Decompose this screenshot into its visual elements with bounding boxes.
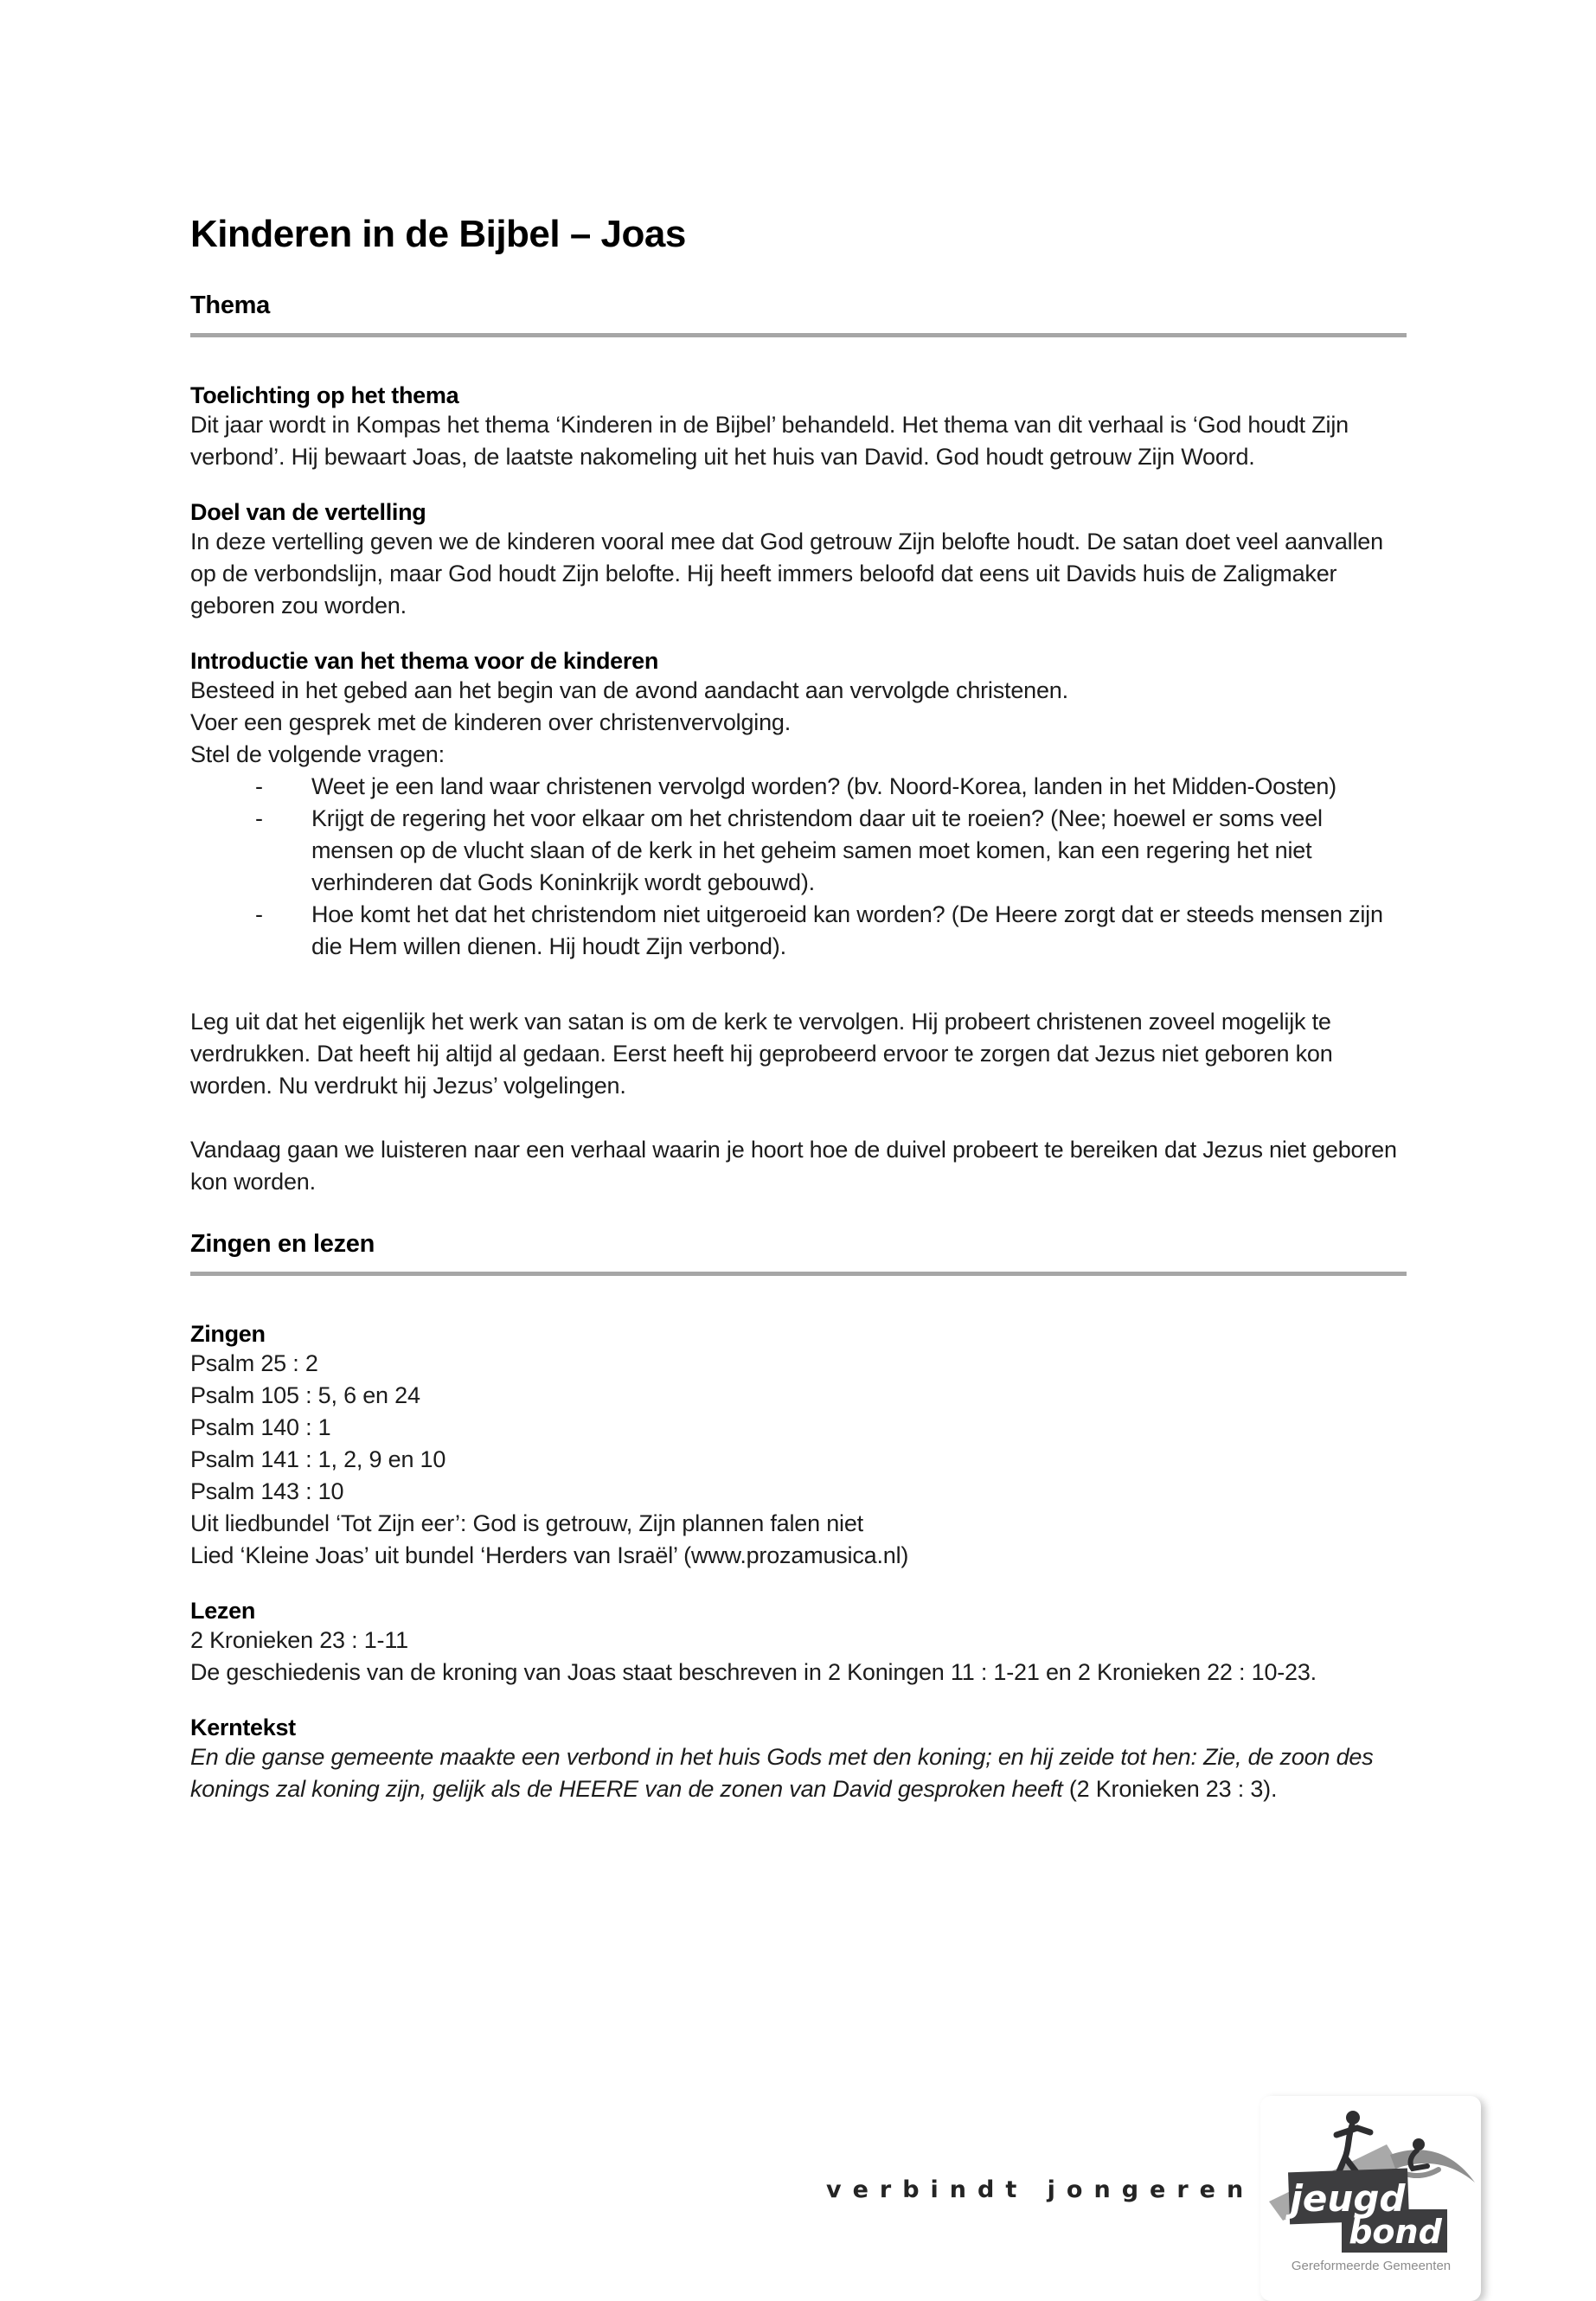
subsection-heading: Doel van de vertelling [190, 498, 426, 525]
page-title: Kinderen in de Bijbel – Joas [190, 213, 686, 255]
text-line: Stel de volgende vragen: [190, 740, 445, 767]
question-list [190, 771, 1407, 963]
tagline: verbindt jongeren [826, 2176, 1255, 2203]
song-item: Psalm 25 : 2 [190, 1349, 318, 1376]
paragraph: De geschiedenis van de kroning van Joas staat beschreven in 2 Koningen 11 : 1-21 en 2 Kronieken 22 : 10-23. [190, 1658, 1317, 1685]
text-line: Voer een gesprek met de kinderen over christenvervolging. [190, 708, 792, 735]
list-item-text: Hoe komt het dat het christendom niet uitgeroeid kan worden? (De Heere zorgt dat er steeds mensen zijn die Hem willen dienen. Hij houdt Zijn verbond). [311, 901, 1383, 959]
list-item [190, 771, 1407, 803]
list-item [190, 899, 1407, 963]
subsection-zingen [190, 1321, 1407, 1572]
document-content [190, 213, 1407, 1805]
subsection-doel [190, 499, 1407, 622]
paragraph: In deze vertelling geven we de kinderen vooral mee dat God getrouw Zijn belofte houdt. De satan doet veel aanvallen op de verbondslijn, maar God houdt Zijn belofte. Hij heeft immers beloofd dat eens uit Davids huis de Zaligmaker geboren zou worden. [190, 528, 1383, 619]
subsection-heading: Zingen [190, 1320, 266, 1347]
subsection-heading: Lezen [190, 1597, 256, 1624]
scripture-quote: En die ganse gemeente maakte een verbond in het huis Gods met den koning; en hij zeide tot hen: Zie, de zoon des konings zal koning zijn, gelijk als de HEERE van de zonen van David gesproken heeft [190, 1743, 1374, 1802]
section-heading-thema: Thema [190, 291, 270, 319]
list-item [190, 803, 1407, 899]
subsection-heading: Introductie van het thema voor de kinderen [190, 647, 659, 674]
jeugdbond-logo [1260, 2096, 1481, 2301]
song-item: Lied ‘Kleine Joas’ uit bundel ‘Herders van Israël’ (www.prozamusica.nl) [190, 1541, 909, 1568]
logo-subtitle: Gereformeerde Gemeenten [1291, 2259, 1452, 2273]
subsection-introductie [190, 648, 1407, 963]
scripture-reference: 2 Kronieken 23 : 1-11 [190, 1626, 408, 1653]
subsection-kerntekst [190, 1715, 1407, 1805]
section-divider [190, 333, 1407, 337]
section-heading-zingen-en-lezen: Zingen en lezen [190, 1229, 375, 1258]
list-dash-marker: - [255, 804, 263, 831]
song-item: Psalm 141 : 1, 2, 9 en 10 [190, 1445, 446, 1472]
logo-word-jeugd: jeugd [1290, 2177, 1406, 2220]
song-item: Psalm 143 : 10 [190, 1477, 344, 1504]
paragraph: Vandaag gaan we luisteren naar een verhaal waarin je hoort hoe de duivel probeert te bereiken dat Jezus niet geboren kon worden. [190, 1136, 1397, 1195]
subsection-heading: Kerntekst [190, 1714, 296, 1740]
list-dash-marker: - [255, 772, 263, 799]
list-item-text: Krijgt de regering het voor elkaar om het christendom daar uit te roeien? (Nee; hoewel er soms veel mensen op de vlucht slaan of de kerk in het geheim samen moet komen, kan een regering het niet verhinderen dat Gods Koninkrijk wordt gebouwd). [311, 804, 1323, 895]
scripture-quote-reference: (2 Kronieken 23 : 3). [1062, 1775, 1278, 1802]
jeugdbond-logo-graphic [1260, 2096, 1481, 2301]
text-line: Besteed in het gebed aan het begin van de avond aandacht aan vervolgde christenen. [190, 676, 1068, 703]
list-dash-marker: - [255, 901, 263, 927]
paragraph: Leg uit dat het eigenlijk het werk van satan is om de kerk te vervolgen. Hij probeert christenen zoveel mogelijk te verdrukken. Dat heeft hij altijd al gedaan. Eerst heeft hij geprobeerd ervoor te zorgen dat Jezus niet geboren kon worden. Nu verdrukt hij Jezus’ volgelingen. [190, 1008, 1333, 1099]
kerntekst-paragraph [190, 1741, 1407, 1805]
list-item-text: Weet je een land waar christenen vervolgd worden? (bv. Noord-Korea, landen in het Midden-Oosten) [311, 772, 1336, 799]
paragraph: Dit jaar wordt in Kompas het thema ‘Kinderen in de Bijbel’ behandeld. Het thema van dit verhaal is ‘God houdt Zijn verbond’. Hij bewaart Joas, de laatste nakomeling uit het huis van David. God houdt getrouw Zijn Woord. [190, 411, 1349, 470]
song-item: Psalm 140 : 1 [190, 1413, 331, 1440]
subsection-lezen [190, 1598, 1407, 1689]
subsection-heading: Toelichting op het thema [190, 381, 459, 408]
logo-word-bond: bond [1349, 2213, 1442, 2251]
subsection-toelichting [190, 382, 1407, 473]
song-item: Uit liedbundel ‘Tot Zijn eer’: God is getrouw, Zijn plannen falen niet [190, 1509, 863, 1536]
section-divider [190, 1272, 1407, 1276]
song-item: Psalm 105 : 5, 6 en 24 [190, 1381, 420, 1408]
